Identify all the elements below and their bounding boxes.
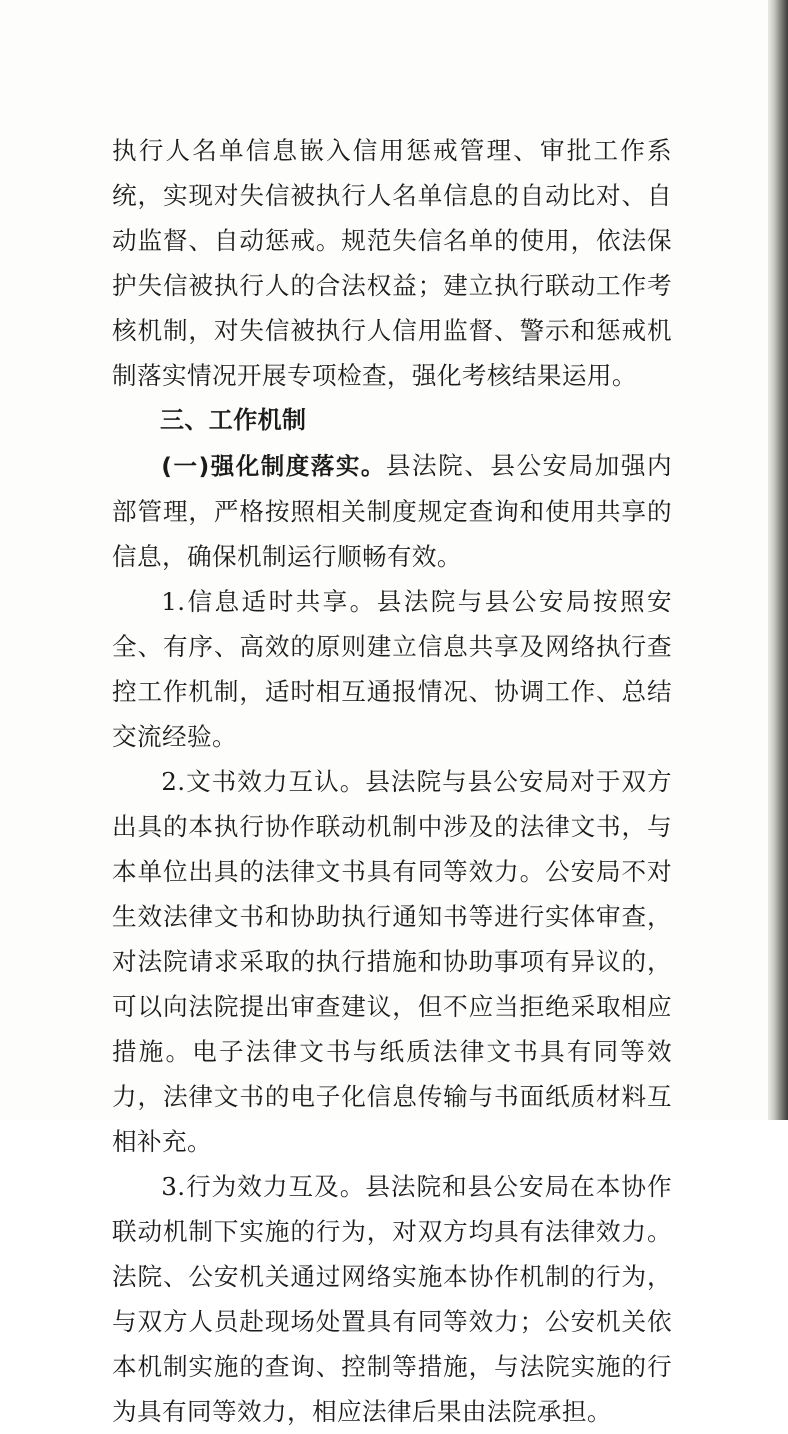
section-heading: 三、工作机制 [160, 406, 307, 434]
subsection-1-text: 县法院、县公安局加强内部管理，严格按照相关制度规定查询和使用共享的信息，确保机制运行顺畅有效。 [112, 451, 673, 571]
intro-paragraph: 执行人名单信息嵌入信用惩戒管理、审批工作系统，实现对失信被执行人名单信息的自动比对、自动监督、自动惩戒。规范失信名单的使用，依法保护失信被执行人的合法权益；建立执行联动工作考核机制，对失信被执行人信用监督、警示和惩戒机制落实情况开展专项检查，强化考核结果运用。 [112, 136, 672, 390]
item-2-paragraph: 2.文书效力互认。县法院与县公安局对于双方出具的本执行协作联动机制中涉及的法律文书，与本单位出具的法律文书具有同等效力。公安局不对生效法律文书和协助执行通知书等进行实体审查，对法院请求采取的执行措施和协助事项有异议的，可以向法院提出审查建议，但不应当拒绝采取相应措施。电子法律文书与纸质法律文书具有同等效力，法律文书的电子化信息传输与书面纸质材料互相补充。 [112, 767, 672, 1156]
document-body [112, 128, 672, 1434]
subsection-1-lead: (一)强化制度落实。 [161, 452, 386, 480]
scan-edge-shadow [768, 0, 788, 1120]
item-3-paragraph: 3.行为效力互及。县法院和县公安局在本协作联动机制下实施的行为，对双方均具有法律效力。法院、公安机关通过网络实施本协作机制的行为，与双方人员赴现场处置具有同等效力；公安机关依本机制实施的查询、控制等措施，与法院实施的行为具有同等效力，相应法律后果由法院承担。 [112, 1172, 672, 1426]
subsection-1-paragraph [112, 443, 672, 579]
item-1-paragraph: 1.信息适时共享。县法院与县公安局按照安全、有序、高效的原则建立信息共享及网络执行查控工作机制，适时相互通报情况、协调工作、总结交流经验。 [112, 587, 672, 751]
